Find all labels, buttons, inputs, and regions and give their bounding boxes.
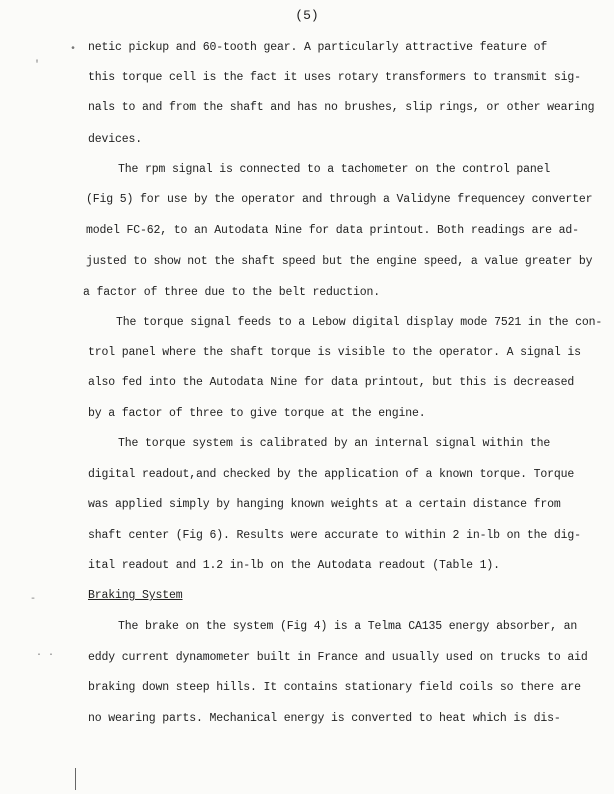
text-line: The torque signal feeds to a Lebow digital display mode 7521 in the con- [116, 316, 603, 329]
text-line: justed to show not the shaft speed but the engine speed, a value greater by [86, 255, 593, 268]
text-line: no wearing parts. Mechanical energy is converted to heat which is dis- [88, 712, 561, 725]
scan-speck: . . [36, 648, 55, 659]
text-line: The torque system is calibrated by an internal signal within the [118, 437, 551, 450]
text-line: model FC-62, to an Autodata Nine for data printout. Both readings are ad- [86, 224, 579, 237]
text-line: this torque cell is the fact it uses rotary transformers to transmit sig- [88, 71, 581, 84]
scan-speck: - [30, 594, 37, 605]
section-heading: Braking System [88, 589, 183, 602]
text-line: braking down steep hills. It contains stationary field coils so there are [88, 681, 581, 694]
text-line: shaft center (Fig 6). Results were accurate to within 2 in-lb on the dig- [88, 529, 581, 542]
text-line: eddy current dynamometer built in France and usually used on trucks to aid [88, 651, 588, 664]
text-line: also fed into the Autodata Nine for data printout, but this is decreased [88, 376, 575, 389]
text-line: nals to and from the shaft and has no brushes, slip rings, or other wearing [88, 101, 595, 114]
text-line: The rpm signal is connected to a tachometer on the control panel [118, 163, 551, 176]
text-line: ital readout and 1.2 in-lb on the Autodata readout (Table 1). [88, 559, 500, 572]
text-line: The brake on the system (Fig 4) is a Telma CA135 energy absorber, an [118, 620, 578, 633]
text-line: by a factor of three to give torque at the engine. [88, 407, 426, 420]
text-line: (Fig 5) for use by the operator and through a Validyne frequencey converter [86, 193, 593, 206]
text-line: devices. [88, 133, 143, 146]
text-line: was applied simply by hanging known weights at a certain distance from [88, 498, 561, 511]
page-number: (5) [295, 8, 319, 23]
scan-speck: ' [34, 60, 41, 71]
scan-speck: • [70, 44, 77, 55]
text-line: trol panel where the shaft torque is visible to the operator. A signal is [88, 346, 581, 359]
text-line: netic pickup and 60-tooth gear. A particularly attractive feature of [88, 41, 548, 54]
text-line: a factor of three due to the belt reduction. [83, 286, 381, 299]
scan-edge-mark [75, 768, 76, 790]
text-line: digital readout,and checked by the application of a known torque. Torque [88, 468, 575, 481]
